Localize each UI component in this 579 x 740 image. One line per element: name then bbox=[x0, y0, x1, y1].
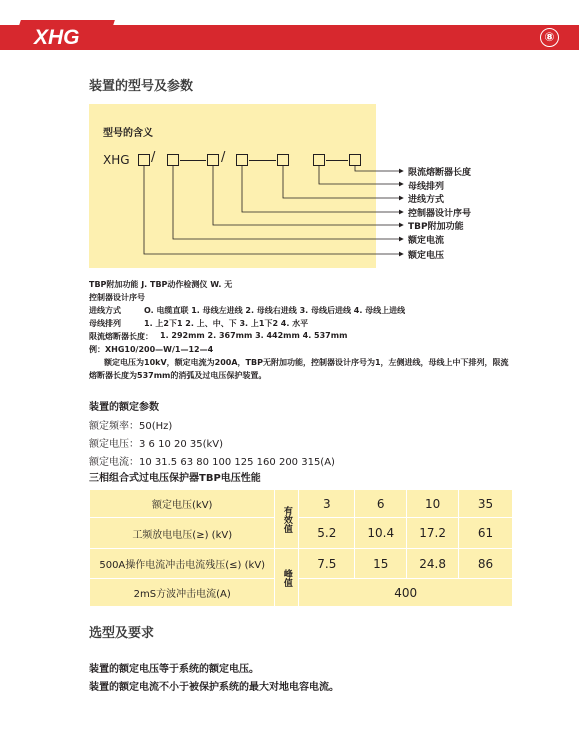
label-rated-voltage: 额定电压 bbox=[408, 251, 445, 261]
section-title: 选型及要求 bbox=[89, 626, 155, 641]
model-box-title: 型号的含义 bbox=[103, 128, 153, 139]
page-number: ⑧ bbox=[540, 28, 559, 47]
table-cell: 5.2 bbox=[299, 518, 355, 549]
label-rated-current: 额定电流 bbox=[408, 236, 445, 246]
table-row bbox=[90, 549, 513, 579]
note-inlet-label: 进线方式 bbox=[89, 306, 121, 315]
note-fuse-label: 限流熔断器长度： bbox=[89, 332, 153, 341]
note-inlet-values: O. 电缆直联 1. 母线左进线 2. 母线右进线 3. 母线后进线 4. 母线上进线 bbox=[144, 306, 406, 315]
rated-title: 装置的额定参数 bbox=[89, 402, 159, 413]
table-row bbox=[90, 579, 513, 607]
table-cell: 35 bbox=[459, 490, 513, 518]
note-busbar-values: 1. 上2下1 2. 上、中、下 3. 上1下2 4. 水平 bbox=[144, 319, 309, 328]
table-row bbox=[90, 518, 513, 549]
slash: / bbox=[221, 150, 226, 165]
note-example-desc-1: 额定电压为10kV，额定电流为200A，TBP无附加功能，控制器设计序号为1，左侧进线，母线上中下排列，限流 bbox=[104, 358, 509, 367]
requirement-line: 装置的额定电流不小于被保护系统的最大对地电容电流。 bbox=[89, 682, 339, 693]
table-cell: 6 bbox=[355, 490, 407, 518]
label-inlet: 进线方式 bbox=[408, 195, 445, 205]
note-fuse-values: 1. 292mm 2. 367mm 3. 442mm 4. 537mm bbox=[160, 331, 348, 340]
slash: / bbox=[151, 150, 156, 165]
note-busbar-label: 母线排列 bbox=[89, 319, 121, 328]
table-cell: 86 bbox=[459, 549, 513, 579]
table-cell: 15 bbox=[355, 549, 407, 579]
table-cell: 17.2 bbox=[407, 518, 459, 549]
row-label: 工频放电电压(≥) (kV) bbox=[90, 518, 275, 549]
merged-label-rms: 有效值 bbox=[275, 490, 299, 549]
brand-logo: XHG bbox=[34, 26, 80, 49]
table-cell: 61 bbox=[459, 518, 513, 549]
label-tbp: TBP附加功能 bbox=[408, 222, 464, 232]
table-cell: 10.4 bbox=[355, 518, 407, 549]
table-cell: 10 bbox=[407, 490, 459, 518]
rated-current: 额定电流：10 31.5 63 80 100 125 160 200 315(A) bbox=[89, 457, 335, 468]
row-label: 2mS方波冲击电流(A) bbox=[90, 579, 275, 607]
row-label: 额定电压(kV) bbox=[90, 490, 275, 518]
note-example: 例：XHG10/200—W/1—12—4 bbox=[89, 345, 214, 354]
table-row bbox=[90, 490, 513, 518]
note-controller: 控制器设计序号 bbox=[89, 293, 145, 302]
row-label: 500A操作电流冲击电流残压(≤) (kV) bbox=[90, 549, 275, 579]
label-controller: 控制器设计序号 bbox=[408, 209, 472, 219]
table-title: 三相组合式过电压保护器TBP电压性能 bbox=[89, 473, 261, 484]
rated-voltage: 额定电压：3 6 10 20 35(kV) bbox=[89, 439, 224, 450]
label-busbar: 母线排列 bbox=[408, 182, 445, 192]
note-example-desc-2: 熔断器长度为537mm的消弧及过电压保护装置。 bbox=[89, 371, 267, 380]
requirement-line: 装置的额定电压等于系统的额定电压。 bbox=[89, 664, 259, 675]
section-title: 装置的型号及参数 bbox=[89, 79, 194, 94]
table-cell: 400 bbox=[299, 579, 513, 607]
label-fuse-length: 限流熔断器长度 bbox=[408, 168, 472, 178]
table-cell: 24.8 bbox=[407, 549, 459, 579]
performance-table bbox=[89, 489, 513, 607]
table-cell: 3 bbox=[299, 490, 355, 518]
rated-frequency: 额定频率：50(Hz) bbox=[89, 421, 173, 432]
table-cell: 7.5 bbox=[299, 549, 355, 579]
note-tbp: TBP附加功能 J. TBP动作检测仪 W. 无 bbox=[89, 280, 233, 289]
model-prefix: XHG bbox=[103, 153, 130, 167]
leader-lines bbox=[0, 0, 579, 300]
merged-label-peak: 峰值 bbox=[275, 549, 299, 607]
